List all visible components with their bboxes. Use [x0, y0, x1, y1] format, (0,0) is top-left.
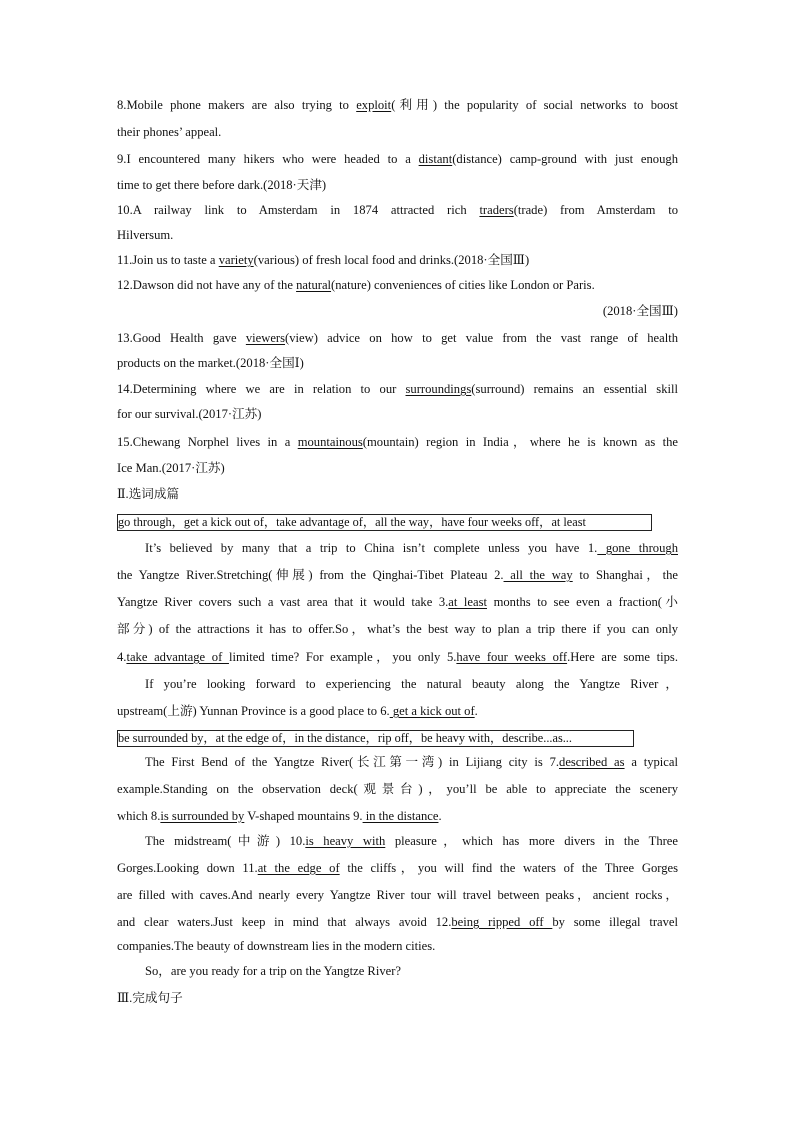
passage-line: So，are you ready for a trip on the Yangtze River?	[145, 964, 402, 978]
sentence-line: Hilversum.	[117, 228, 174, 242]
answer-blank: variety	[218, 253, 254, 267]
answer-blank: is surrounded by	[160, 809, 245, 823]
answer-blank: at least	[448, 595, 488, 609]
section-heading-2: Ⅱ.选词成篇	[117, 487, 180, 501]
word-bank-box-2: be surrounded by，at the edge of，in the distance，rip off，be heavy with，describe...as...	[117, 730, 634, 747]
passage-line: The First Bend of the Yangtze River(长江第一湾) in Lijiang city is 7.described as a typical	[145, 755, 678, 769]
answer-blank: described as	[559, 755, 625, 769]
passage-line: Gorges.Looking down 11.at the edge of the cliffs，you will find the waters of the Three Gorges	[117, 861, 678, 875]
answer-blank: is heavy with	[305, 834, 386, 848]
passage-line: companies.The beauty of downstream lies in the modern cities.	[117, 939, 436, 953]
answer-blank: distant	[418, 152, 453, 166]
sentence-line: 13.Good Health gave viewers(view) advice on how to get value from the vast range of health	[117, 331, 678, 345]
word-bank-box-1: go through，get a kick out of，take advantage of，all the way，have four weeks off，at least	[117, 514, 652, 531]
passage-line: 4.take advantage of limited time? For example，you only 5.have four weeks off.Here are some tips.	[117, 650, 678, 664]
passage-line: 部分) of the attractions it has to offer.So，what’s the best way to plan a trip there if you can only	[117, 622, 678, 636]
section-heading-3: Ⅲ.完成句子	[117, 991, 183, 1005]
answer-blank: at the edge of	[257, 861, 340, 875]
passage-line: the Yangtze River.Stretching(伸展) from the Qinghai-Tibet Plateau 2. all the way to Shanghai，the	[117, 568, 678, 582]
answer-blank: mountainous	[297, 435, 363, 449]
answer-blank: traders	[479, 203, 514, 217]
sentence-line: their phones’ appeal.	[117, 125, 222, 139]
sentence-line: 14.Determining where we are in relation to our surroundings(surround) remains an essential skill	[117, 382, 678, 396]
sentence-line: time to get there before dark.(2018·天津)	[117, 178, 327, 192]
answer-blank: gone through	[597, 541, 678, 555]
answer-blank: take advantage of	[126, 650, 229, 664]
answer-blank: being ripped off	[451, 915, 553, 929]
passage-line: example.Standing on the observation deck(观景台)，you’ll be able to appreciate the scenery	[117, 782, 678, 796]
passage-line: The midstream(中游) 10.is heavy with pleasure，which has more divers in the Three	[145, 834, 678, 848]
sentence-line: 9.I encountered many hikers who were headed to a distant(distance) camp-ground with just enough	[117, 152, 678, 166]
sentence-line: 11.Join us to taste a variety(various) of fresh local food and drinks.(2018·全国Ⅲ)	[117, 253, 530, 267]
sentence-line: Ice Man.(2017·江苏)	[117, 461, 225, 475]
passage-line: upstream(上游) Yunnan Province is a good place to 6. get a kick out of.	[117, 704, 478, 718]
passage-line: If you’re looking forward to experiencing the natural beauty along the Yangtze River，	[145, 677, 678, 691]
passage-line: are filled with caves.And nearly every Yangtze River tour will travel between peaks，ancient rocks，	[117, 888, 678, 902]
answer-blank: natural	[296, 278, 332, 292]
answer-blank: surroundings	[405, 382, 472, 396]
sentence-line: 8.Mobile phone makers are also trying to exploit(利用) the popularity of social networks to boost	[117, 98, 679, 112]
answer-blank: viewers	[245, 331, 286, 345]
sentence-line: 15.Chewang Norphel lives in a mountainous(mountain) region in India，where he is known as the	[117, 435, 678, 449]
answer-blank: in the distance	[362, 809, 439, 823]
answer-blank: have four weeks off	[456, 650, 568, 664]
sentence-line: 10.A railway link to Amsterdam in 1874 attracted rich traders(trade) from Amsterdam to	[117, 203, 678, 217]
passage-line: Yangtze River covers such a vast area that it would take 3.at least months to see even a fraction(小	[117, 595, 678, 609]
passage-line: and clear waters.Just keep in mind that always avoid 12.being ripped off by some illegal travel	[117, 915, 678, 929]
source-note: (2018·全国Ⅲ)	[602, 304, 678, 318]
passage-line: which 8.is surrounded by V-shaped mountains 9. in the distance.	[117, 809, 442, 823]
sentence-line: for our survival.(2017·江苏)	[117, 407, 262, 421]
sentence-line: 12.Dawson did not have any of the natural(nature) conveniences of cities like London or Paris.	[117, 278, 595, 292]
sentence-line: products on the market.(2018·全国Ⅰ)	[117, 356, 304, 370]
passage-line: It’s believed by many that a trip to China isn’t complete unless you have 1. gone through	[145, 541, 678, 555]
answer-blank: get a kick out of	[389, 704, 475, 718]
answer-blank: exploit	[356, 98, 392, 112]
answer-blank: all the way	[503, 568, 573, 582]
